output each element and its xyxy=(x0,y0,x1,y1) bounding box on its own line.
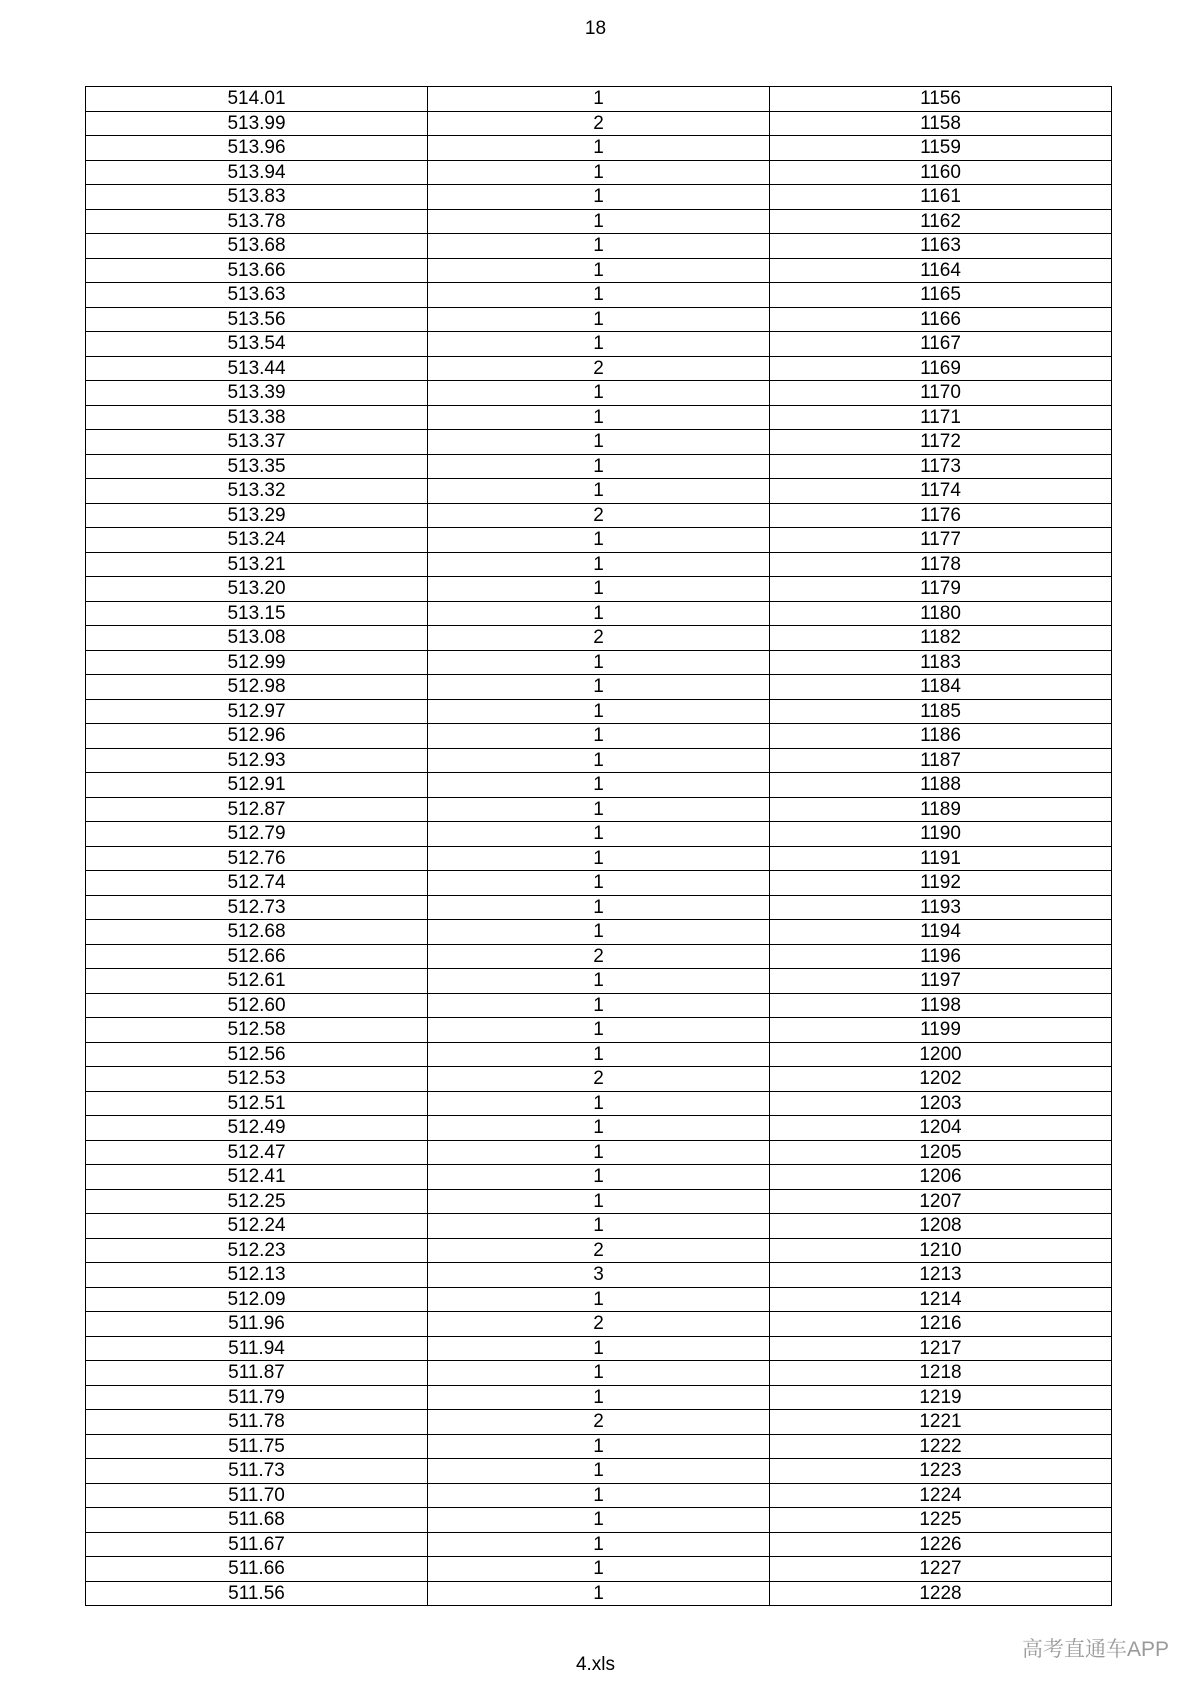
score-cell: 512.51 xyxy=(86,1091,428,1116)
table-row xyxy=(86,503,1112,528)
table-row xyxy=(86,307,1112,332)
score-cell: 512.73 xyxy=(86,895,428,920)
table-row xyxy=(86,748,1112,773)
score-cell: 513.54 xyxy=(86,332,428,357)
score-cell: 511.73 xyxy=(86,1459,428,1484)
score-cell: 513.21 xyxy=(86,552,428,577)
cumulative-cell: 1170 xyxy=(770,381,1112,406)
count-cell: 1 xyxy=(428,1042,770,1067)
score-cell: 512.76 xyxy=(86,846,428,871)
count-cell: 1 xyxy=(428,1483,770,1508)
count-cell: 1 xyxy=(428,1459,770,1484)
table-row xyxy=(86,1067,1112,1092)
cumulative-cell: 1226 xyxy=(770,1532,1112,1557)
count-cell: 1 xyxy=(428,454,770,479)
table-row xyxy=(86,1091,1112,1116)
table-body xyxy=(86,87,1112,1606)
cumulative-cell: 1228 xyxy=(770,1581,1112,1606)
score-cell: 512.25 xyxy=(86,1189,428,1214)
score-cell: 512.56 xyxy=(86,1042,428,1067)
table-row xyxy=(86,1581,1112,1606)
count-cell: 2 xyxy=(428,1312,770,1337)
cumulative-cell: 1200 xyxy=(770,1042,1112,1067)
count-cell: 2 xyxy=(428,1067,770,1092)
table-row xyxy=(86,577,1112,602)
table-row xyxy=(86,1263,1112,1288)
score-cell: 511.87 xyxy=(86,1361,428,1386)
count-cell: 1 xyxy=(428,773,770,798)
score-cell: 512.61 xyxy=(86,969,428,994)
count-cell: 1 xyxy=(428,724,770,749)
cumulative-cell: 1182 xyxy=(770,626,1112,651)
table-row xyxy=(86,1214,1112,1239)
table-row xyxy=(86,1508,1112,1533)
table-row xyxy=(86,1018,1112,1043)
count-cell: 1 xyxy=(428,405,770,430)
score-cell: 512.91 xyxy=(86,773,428,798)
table-row xyxy=(86,797,1112,822)
count-cell: 1 xyxy=(428,1116,770,1141)
score-cell: 511.96 xyxy=(86,1312,428,1337)
cumulative-cell: 1158 xyxy=(770,111,1112,136)
score-cell: 513.63 xyxy=(86,283,428,308)
score-cell: 512.13 xyxy=(86,1263,428,1288)
score-cell: 511.79 xyxy=(86,1385,428,1410)
table-row xyxy=(86,1483,1112,1508)
count-cell: 1 xyxy=(428,283,770,308)
count-cell: 2 xyxy=(428,1410,770,1435)
cumulative-cell: 1225 xyxy=(770,1508,1112,1533)
count-cell: 2 xyxy=(428,626,770,651)
table-row xyxy=(86,209,1112,234)
cumulative-cell: 1218 xyxy=(770,1361,1112,1386)
table-row xyxy=(86,1140,1112,1165)
cumulative-cell: 1223 xyxy=(770,1459,1112,1484)
table-row xyxy=(86,87,1112,112)
score-cell: 512.09 xyxy=(86,1287,428,1312)
table-row xyxy=(86,1189,1112,1214)
count-cell: 1 xyxy=(428,846,770,871)
cumulative-cell: 1156 xyxy=(770,87,1112,112)
score-cell: 511.70 xyxy=(86,1483,428,1508)
table-row xyxy=(86,993,1112,1018)
table-row xyxy=(86,601,1112,626)
cumulative-cell: 1160 xyxy=(770,160,1112,185)
count-cell: 1 xyxy=(428,650,770,675)
table-row xyxy=(86,332,1112,357)
cumulative-cell: 1207 xyxy=(770,1189,1112,1214)
table-row xyxy=(86,160,1112,185)
cumulative-cell: 1165 xyxy=(770,283,1112,308)
count-cell: 1 xyxy=(428,1018,770,1043)
score-cell: 512.66 xyxy=(86,944,428,969)
table-row xyxy=(86,969,1112,994)
cumulative-cell: 1184 xyxy=(770,675,1112,700)
table-row xyxy=(86,283,1112,308)
table-row xyxy=(86,1165,1112,1190)
cumulative-cell: 1208 xyxy=(770,1214,1112,1239)
score-cell: 513.44 xyxy=(86,356,428,381)
score-cell: 511.66 xyxy=(86,1557,428,1582)
count-cell: 2 xyxy=(428,1238,770,1263)
count-cell: 1 xyxy=(428,601,770,626)
table-row xyxy=(86,405,1112,430)
cumulative-cell: 1164 xyxy=(770,258,1112,283)
table-row xyxy=(86,258,1112,283)
score-cell: 513.56 xyxy=(86,307,428,332)
cumulative-cell: 1166 xyxy=(770,307,1112,332)
table-row xyxy=(86,528,1112,553)
cumulative-cell: 1167 xyxy=(770,332,1112,357)
table-row xyxy=(86,111,1112,136)
score-cell: 512.87 xyxy=(86,797,428,822)
count-cell: 3 xyxy=(428,1263,770,1288)
count-cell: 1 xyxy=(428,479,770,504)
table-row xyxy=(86,773,1112,798)
score-cell: 512.24 xyxy=(86,1214,428,1239)
count-cell: 2 xyxy=(428,503,770,528)
score-cell: 512.93 xyxy=(86,748,428,773)
cumulative-cell: 1188 xyxy=(770,773,1112,798)
table-row xyxy=(86,1312,1112,1337)
count-cell: 1 xyxy=(428,797,770,822)
count-cell: 1 xyxy=(428,552,770,577)
score-cell: 513.99 xyxy=(86,111,428,136)
score-cell: 512.53 xyxy=(86,1067,428,1092)
count-cell: 1 xyxy=(428,895,770,920)
count-cell: 1 xyxy=(428,1508,770,1533)
count-cell: 1 xyxy=(428,209,770,234)
count-cell: 1 xyxy=(428,1532,770,1557)
table-row xyxy=(86,724,1112,749)
count-cell: 1 xyxy=(428,1581,770,1606)
cumulative-cell: 1185 xyxy=(770,699,1112,724)
cumulative-cell: 1227 xyxy=(770,1557,1112,1582)
table-row xyxy=(86,381,1112,406)
score-cell: 513.24 xyxy=(86,528,428,553)
cumulative-cell: 1179 xyxy=(770,577,1112,602)
cumulative-cell: 1162 xyxy=(770,209,1112,234)
table-row xyxy=(86,871,1112,896)
table-row xyxy=(86,552,1112,577)
table-row xyxy=(86,1287,1112,1312)
count-cell: 1 xyxy=(428,1214,770,1239)
footer-file-name: 4.xls xyxy=(575,1654,616,1675)
score-cell: 512.74 xyxy=(86,871,428,896)
cumulative-cell: 1159 xyxy=(770,136,1112,161)
cumulative-cell: 1216 xyxy=(770,1312,1112,1337)
count-cell: 1 xyxy=(428,1557,770,1582)
table-row xyxy=(86,1042,1112,1067)
score-cell: 513.78 xyxy=(86,209,428,234)
score-cell: 513.83 xyxy=(86,185,428,210)
cumulative-cell: 1198 xyxy=(770,993,1112,1018)
cumulative-cell: 1173 xyxy=(770,454,1112,479)
score-cell: 513.35 xyxy=(86,454,428,479)
count-cell: 2 xyxy=(428,944,770,969)
cumulative-cell: 1214 xyxy=(770,1287,1112,1312)
score-cell: 513.37 xyxy=(86,430,428,455)
count-cell: 1 xyxy=(428,993,770,1018)
table-row xyxy=(86,1532,1112,1557)
cumulative-cell: 1187 xyxy=(770,748,1112,773)
score-cell: 511.56 xyxy=(86,1581,428,1606)
count-cell: 1 xyxy=(428,87,770,112)
cumulative-cell: 1180 xyxy=(770,601,1112,626)
page-number: 18 xyxy=(584,18,607,39)
cumulative-cell: 1219 xyxy=(770,1385,1112,1410)
cumulative-cell: 1193 xyxy=(770,895,1112,920)
count-cell: 1 xyxy=(428,1091,770,1116)
count-cell: 1 xyxy=(428,1336,770,1361)
cumulative-cell: 1176 xyxy=(770,503,1112,528)
score-cell: 511.94 xyxy=(86,1336,428,1361)
cumulative-cell: 1191 xyxy=(770,846,1112,871)
score-cell: 512.47 xyxy=(86,1140,428,1165)
count-cell: 1 xyxy=(428,430,770,455)
score-cell: 512.68 xyxy=(86,920,428,945)
count-cell: 1 xyxy=(428,528,770,553)
score-cell: 513.39 xyxy=(86,381,428,406)
score-cell: 513.68 xyxy=(86,234,428,259)
watermark: 高考直通车APP xyxy=(1021,1638,1169,1661)
table-row xyxy=(86,479,1112,504)
count-cell: 1 xyxy=(428,748,770,773)
score-cell: 511.67 xyxy=(86,1532,428,1557)
count-cell: 1 xyxy=(428,1165,770,1190)
cumulative-cell: 1194 xyxy=(770,920,1112,945)
score-cell: 512.58 xyxy=(86,1018,428,1043)
table-row xyxy=(86,1361,1112,1386)
count-cell: 1 xyxy=(428,1385,770,1410)
table-row xyxy=(86,822,1112,847)
score-table xyxy=(85,86,1112,1606)
cumulative-cell: 1196 xyxy=(770,944,1112,969)
score-cell: 512.41 xyxy=(86,1165,428,1190)
table-row xyxy=(86,356,1112,381)
count-cell: 1 xyxy=(428,307,770,332)
cumulative-cell: 1205 xyxy=(770,1140,1112,1165)
cumulative-cell: 1221 xyxy=(770,1410,1112,1435)
table-row xyxy=(86,1336,1112,1361)
cumulative-cell: 1186 xyxy=(770,724,1112,749)
count-cell: 1 xyxy=(428,871,770,896)
cumulative-cell: 1224 xyxy=(770,1483,1112,1508)
table-row xyxy=(86,136,1112,161)
score-cell: 512.79 xyxy=(86,822,428,847)
cumulative-cell: 1172 xyxy=(770,430,1112,455)
table-row xyxy=(86,675,1112,700)
cumulative-cell: 1202 xyxy=(770,1067,1112,1092)
cumulative-cell: 1178 xyxy=(770,552,1112,577)
table-row xyxy=(86,430,1112,455)
cumulative-cell: 1203 xyxy=(770,1091,1112,1116)
cumulative-cell: 1174 xyxy=(770,479,1112,504)
score-cell: 512.98 xyxy=(86,675,428,700)
score-cell: 511.78 xyxy=(86,1410,428,1435)
score-cell: 513.94 xyxy=(86,160,428,185)
table-row xyxy=(86,920,1112,945)
count-cell: 1 xyxy=(428,234,770,259)
table-row xyxy=(86,1434,1112,1459)
cumulative-cell: 1213 xyxy=(770,1263,1112,1288)
count-cell: 1 xyxy=(428,381,770,406)
count-cell: 1 xyxy=(428,332,770,357)
count-cell: 1 xyxy=(428,1434,770,1459)
cumulative-cell: 1163 xyxy=(770,234,1112,259)
cumulative-cell: 1183 xyxy=(770,650,1112,675)
cumulative-cell: 1222 xyxy=(770,1434,1112,1459)
score-cell: 513.32 xyxy=(86,479,428,504)
count-cell: 2 xyxy=(428,356,770,381)
score-cell: 514.01 xyxy=(86,87,428,112)
score-cell: 513.66 xyxy=(86,258,428,283)
score-cell: 513.20 xyxy=(86,577,428,602)
count-cell: 1 xyxy=(428,136,770,161)
cumulative-cell: 1177 xyxy=(770,528,1112,553)
table-row xyxy=(86,1116,1112,1141)
score-cell: 512.99 xyxy=(86,650,428,675)
table-row xyxy=(86,1238,1112,1263)
score-cell: 513.29 xyxy=(86,503,428,528)
table-row xyxy=(86,1410,1112,1435)
count-cell: 1 xyxy=(428,822,770,847)
score-cell: 512.60 xyxy=(86,993,428,1018)
table-row xyxy=(86,650,1112,675)
score-cell: 512.97 xyxy=(86,699,428,724)
cumulative-cell: 1217 xyxy=(770,1336,1112,1361)
table-row xyxy=(86,1459,1112,1484)
cumulative-cell: 1206 xyxy=(770,1165,1112,1190)
cumulative-cell: 1171 xyxy=(770,405,1112,430)
count-cell: 1 xyxy=(428,258,770,283)
table-row xyxy=(86,454,1112,479)
score-cell: 512.96 xyxy=(86,724,428,749)
count-cell: 2 xyxy=(428,111,770,136)
cumulative-cell: 1197 xyxy=(770,969,1112,994)
table-row xyxy=(86,895,1112,920)
score-cell: 511.75 xyxy=(86,1434,428,1459)
count-cell: 1 xyxy=(428,1189,770,1214)
count-cell: 1 xyxy=(428,675,770,700)
score-cell: 512.49 xyxy=(86,1116,428,1141)
table-row xyxy=(86,699,1112,724)
cumulative-cell: 1189 xyxy=(770,797,1112,822)
count-cell: 1 xyxy=(428,1361,770,1386)
count-cell: 1 xyxy=(428,1140,770,1165)
score-cell: 513.96 xyxy=(86,136,428,161)
count-cell: 1 xyxy=(428,577,770,602)
score-cell: 513.38 xyxy=(86,405,428,430)
cumulative-cell: 1169 xyxy=(770,356,1112,381)
table-row xyxy=(86,234,1112,259)
table-row xyxy=(86,944,1112,969)
cumulative-cell: 1199 xyxy=(770,1018,1112,1043)
cumulative-cell: 1192 xyxy=(770,871,1112,896)
cumulative-cell: 1190 xyxy=(770,822,1112,847)
count-cell: 1 xyxy=(428,185,770,210)
score-cell: 512.23 xyxy=(86,1238,428,1263)
count-cell: 1 xyxy=(428,160,770,185)
score-cell: 513.08 xyxy=(86,626,428,651)
count-cell: 1 xyxy=(428,1287,770,1312)
cumulative-cell: 1204 xyxy=(770,1116,1112,1141)
score-cell: 511.68 xyxy=(86,1508,428,1533)
cumulative-cell: 1210 xyxy=(770,1238,1112,1263)
table-row xyxy=(86,1557,1112,1582)
table-row xyxy=(86,1385,1112,1410)
table-row xyxy=(86,185,1112,210)
table-row xyxy=(86,626,1112,651)
table-row xyxy=(86,846,1112,871)
count-cell: 1 xyxy=(428,699,770,724)
count-cell: 1 xyxy=(428,969,770,994)
score-cell: 513.15 xyxy=(86,601,428,626)
cumulative-cell: 1161 xyxy=(770,185,1112,210)
count-cell: 1 xyxy=(428,920,770,945)
